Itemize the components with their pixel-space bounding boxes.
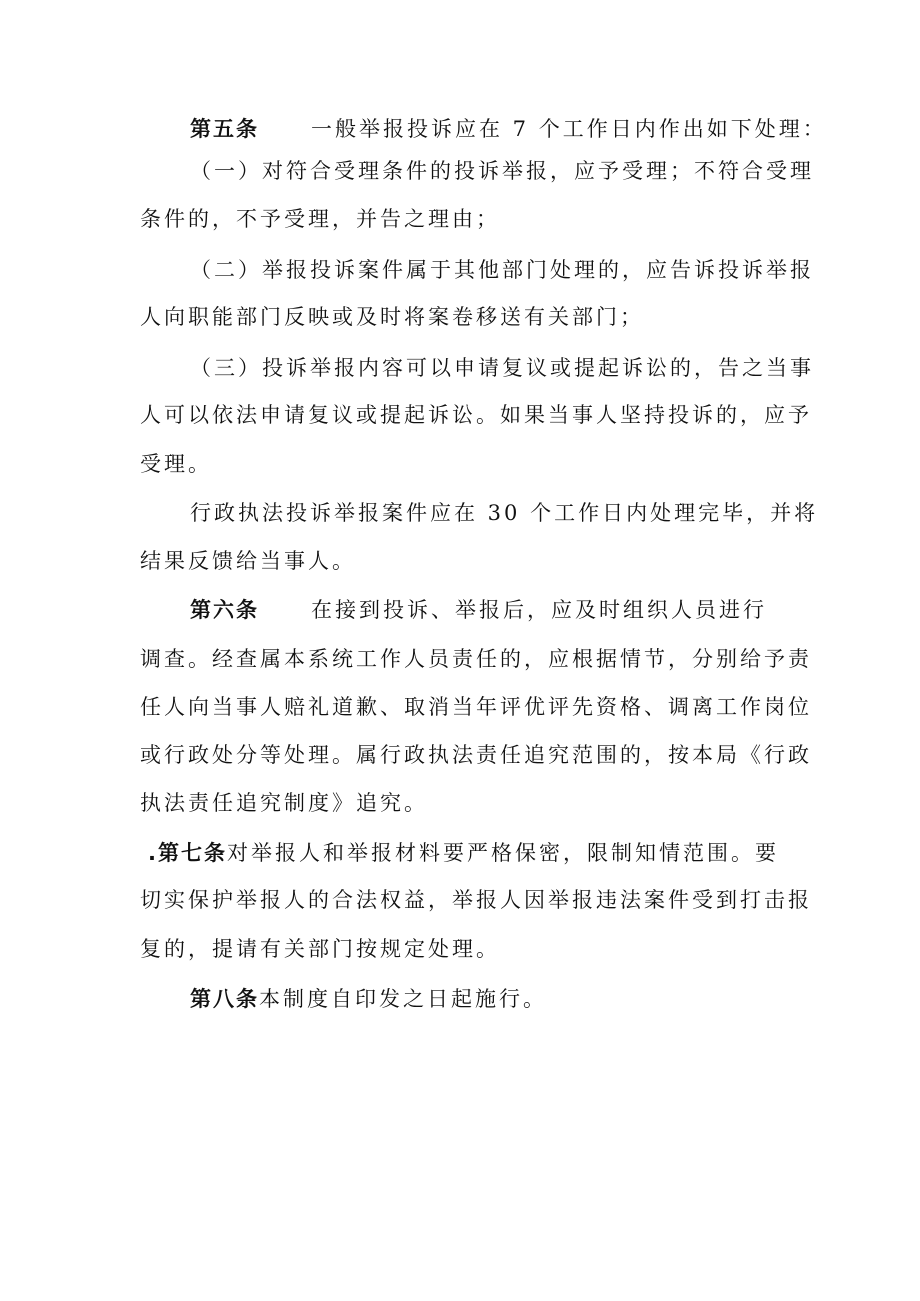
article8-heading: 第八条 (190, 987, 259, 1011)
article5-item2-line1: （二）举报投诉案件属于其他部门处理的，应告诉投诉举报 (190, 258, 814, 282)
article7-line-heading (148, 839, 779, 867)
article6-line-heading (190, 596, 767, 624)
article6-line1: 在接到投诉、举报后，应及时组织人员进行 (311, 598, 767, 622)
article5-item3-line2: 人可以依法申请复议或提起诉讼。如果当事人坚持投诉的，应予 (140, 403, 812, 427)
article5-line-heading (190, 115, 827, 143)
article7-heading: .第七条 (148, 841, 227, 865)
article5-item1-line1: （一）对符合受理条件的投诉举报，应予受理；不符合受理 (190, 159, 814, 183)
article7-line3: 复的，提请有关部门按规定处理。 (140, 937, 500, 961)
article6-line5: 执法责任追究制度》追究。 (140, 791, 428, 815)
article6-heading: 第六条 (190, 598, 259, 622)
article7-line2: 切实保护举报人的合法权益，举报人因举报违法案件受到打击报 (140, 888, 812, 912)
article5-admin-line2: 结果反馈给当事人。 (140, 549, 356, 573)
article5-item1-line2: 条件的，不予受理，并告之理由； (140, 207, 500, 231)
article8-line-heading (190, 985, 547, 1013)
article6-line4: 或行政处分等处理。属行政执法责任追究范围的，按本局《行政 (140, 743, 812, 767)
article5-item3-line1: （三）投诉举报内容可以申请复议或提起诉讼的，告之当事 (190, 356, 814, 380)
article5-item2-line2: 人向职能部门反映或及时将案卷移送有关部门； (140, 305, 644, 329)
article6-line2: 调查。经查属本系统工作人员责任的，应根据情节，分别给予责 (140, 647, 812, 671)
article5-intro: 一般举报投诉应在 7 个工作日内作出如下处理： (311, 117, 827, 141)
article6-line3: 任人向当事人赔礼道歉、取消当年评优评先资格、调离工作岗位 (140, 695, 812, 719)
article8-line1: 本制度自印发之日起施行。 (259, 987, 547, 1011)
article5-item3-line3: 受理。 (140, 452, 212, 476)
article7-line1: 对举报人和举报材料要严格保密，限制知情范围。要 (226, 841, 779, 865)
article5-admin-line1: 行政执法投诉举报案件应在 30 个工作日内处理完毕，并将 (190, 501, 819, 525)
article5-heading: 第五条 (190, 117, 259, 141)
